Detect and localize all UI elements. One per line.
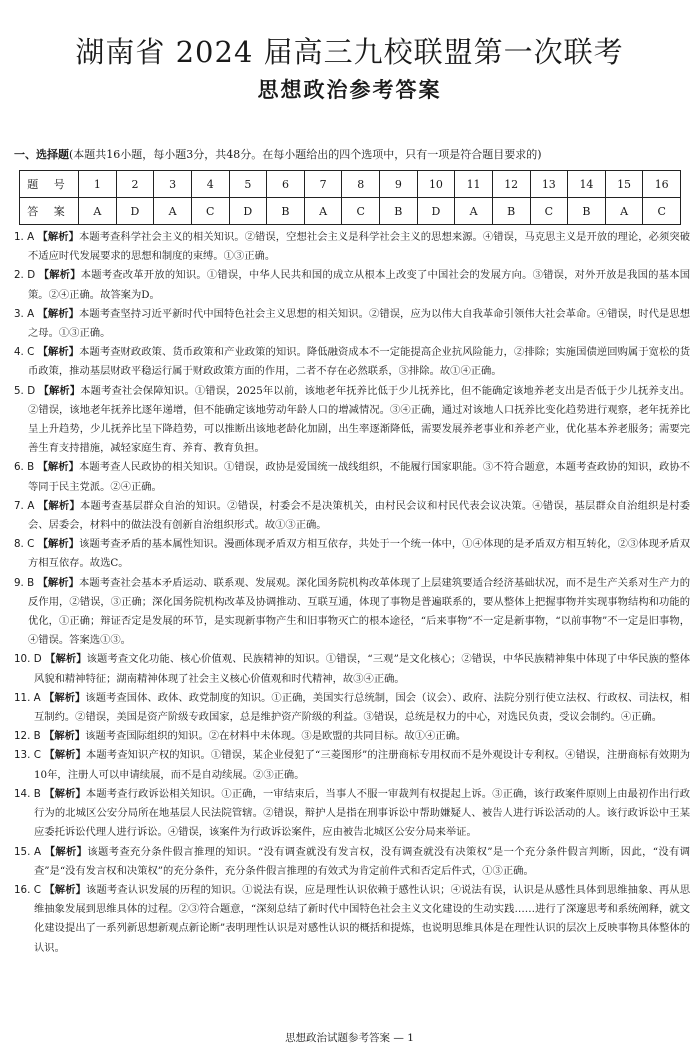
explanation-item <box>14 727 690 746</box>
question-number-cell: 2 <box>116 171 154 198</box>
explanation-tag: 【解析】 <box>37 307 79 320</box>
page-footer: 思想政治试题参考答案 — 1 <box>285 1032 414 1044</box>
explanation-text: 该题考查充分条件假言推理的知识。“没有调查就没有发言权，没有调查就没有决策权”是一个充分条件假言判断，因此，“没有调查”是“没有发言权和决策权”的充分条件，充分条件假言推理的有效式为肯定前件式和否定后件式，①③正确。 <box>34 845 691 877</box>
explanation-text: 该题考查矛盾的基本属性知识。漫画体现矛盾双方相互依存，共处于一个统一体中，①④体现的是矛盾双方相互转化，②③体现矛盾双方相互依存。故选C。 <box>28 538 691 570</box>
explanation-text: 该题考查文化功能、核心价值观、民族精神的知识。①错误，“三观”是文化核心；②错误，中华民族精神集中体现了中华民族的整体风貌和精神特征；湖南精神体现了社会主义核心价值观和时代精神，故③④正确。 <box>34 653 690 685</box>
answer-cell: C <box>643 198 681 225</box>
explanation-tag: 【解析】 <box>45 653 87 666</box>
answer-table-number-row <box>20 171 681 198</box>
explanation-item <box>14 266 690 304</box>
explanation-item <box>14 305 690 343</box>
section-heading-note: (本题共16小题，每小题3分，共48分。在每小题给出的四个选项中，只有一项是符合题目要求的) <box>69 148 542 161</box>
explanation-tag: 【解析】 <box>37 576 80 589</box>
explanation-item <box>14 343 690 381</box>
answer-cell: A <box>154 198 192 225</box>
explanation-number: 10. D <box>14 653 42 666</box>
explanation-tag: 【解析】 <box>44 787 86 800</box>
explanation-number: 8. C <box>14 538 35 551</box>
answer-cell: B <box>267 198 305 225</box>
answer-cell: C <box>530 198 568 225</box>
explanation-tag: 【解析】 <box>44 883 87 896</box>
explanation-text: 本题考查社会基本矛盾运动、联系观、发展观。深化国务院机构改革体现了上层建筑要适合经济基础状况，而不是生产关系对生产力的反作用，②错误，③正确；深化国务院机构改革及协调推动、互联互通，体现了事物是普遍联系的，要从整体上把握事物并实现事物结构和功能的优化，①正确；辩证否定是发展的环节，是实现新事物产生和旧事物灭亡的根本途径，“后来事物”不一定是新事物，“以前事物”不一定是旧事物，④错误。答案选①③。 <box>28 576 691 647</box>
explanation-number: 14. B <box>14 787 41 800</box>
explanation-number: 11. A <box>14 691 41 704</box>
explanation-number: 12. B <box>14 730 41 743</box>
explanation-text: 本题考查科学社会主义的相关知识。②错误，空想社会主义是科学社会主义的思想来源。④错误，马克思主义是开放的理论，必须突破不适应时代发展要求的思想和制度的束缚。①③正确。 <box>28 231 690 263</box>
explanation-item <box>14 843 690 881</box>
question-number-cell: 15 <box>605 171 643 198</box>
explanation-tag: 【解析】 <box>44 730 86 743</box>
question-number-cell: 9 <box>380 171 418 198</box>
explanation-number: 5. D <box>14 384 36 397</box>
question-number-cell: 14 <box>568 171 606 198</box>
question-number-cell: 16 <box>643 171 681 198</box>
explanation-number: 1. A <box>14 231 35 243</box>
answer-cell: A <box>304 198 342 225</box>
explanation-item <box>14 382 690 459</box>
answer-cell: B <box>380 198 418 225</box>
explanation-text: 该题考查国体、政体、政党制度的知识。①正确，美国实行总统制，国会（议会）、政府、法院分别行使立法权、行政权、司法权，相互制约。②错误，美国是资产阶级专政国家，总是维护资产阶级的利益。③错误，总统是权力的中心，对选民负责，受议会制约。④正确。 <box>34 691 690 724</box>
explanation-text: 本题考查人民政协的相关知识。①错误，政协是爱国统一战线组织，不能履行国家职能。③不符合题意，本题考查政协的知识，政协不等同于民主党派。②④正确。 <box>28 461 691 493</box>
question-number-cell: 3 <box>154 171 192 198</box>
section-heading-label: 一、选择题 <box>14 148 69 161</box>
explanation-tag: 【解析】 <box>37 461 80 474</box>
explanation-text: 本题考查基层群众自治的知识。②错误，村委会不是决策机关，由村民会议和村民代表会议决策。④错误，基层群众自治组织是村委会、居委会，材料中的做法没有创新自治组织形式。故①③正确。 <box>28 499 690 532</box>
explanation-item <box>14 574 690 651</box>
question-number-cell: 10 <box>417 171 455 198</box>
explanation-tag: 【解析】 <box>37 231 79 243</box>
explanation-number: 6. B <box>14 461 35 474</box>
explanation-text: 本题考查财政政策、货币政策和产业政策的知识。降低融资成本不一定能提高企业抗风险能力，②排除；实施国债逆回购属于宽松的货币政策，推动基层财政平稳运行属于财政政策方面的作用，二者不存在必然联系，③排除。故①④正确。 <box>28 346 691 378</box>
explanation-tag: 【解析】 <box>38 384 81 397</box>
explanation-item <box>14 746 690 784</box>
explanation-item <box>14 689 690 727</box>
explanation-number: 9. B <box>14 576 35 589</box>
question-number-cell: 12 <box>492 171 530 198</box>
explanation-number: 16. C <box>14 883 41 896</box>
explanation-number: 2. D <box>14 269 36 282</box>
answer-cell: B <box>568 198 606 225</box>
answer-cell: A <box>79 198 117 225</box>
answer-table-answer-row <box>20 198 681 225</box>
explanation-tag: 【解析】 <box>38 269 81 282</box>
explanation-number: 15. A <box>14 845 42 858</box>
explanation-tag: 【解析】 <box>44 691 86 704</box>
question-number-cell: 8 <box>342 171 380 198</box>
explanation-number: 3. A <box>14 307 35 320</box>
question-number-cell: 6 <box>267 171 305 198</box>
answer-cell: B <box>492 198 530 225</box>
row-label-number: 题 号 <box>20 171 79 198</box>
answer-cell: D <box>417 198 455 225</box>
explanation-item <box>14 881 690 958</box>
explanation-tag: 【解析】 <box>37 346 80 359</box>
explanation-item <box>14 458 690 496</box>
explanation-text: 本题考查坚持习近平新时代中国特色社会主义思想的相关知识。②错误，应为以伟大自我革命引领伟大社会革命。④错误，时代是思想之母。①③正确。 <box>28 307 690 340</box>
question-number-cell: 7 <box>304 171 342 198</box>
question-number-cell: 1 <box>79 171 117 198</box>
answer-cell: C <box>191 198 229 225</box>
question-number-cell: 13 <box>530 171 568 198</box>
page-title: 湖南省 2024 届高三九校联盟第一次联考 <box>75 35 624 69</box>
explanation-text: 该题考查认识发展的历程的知识。①说法有误，应是理性认识依赖于感性认识；④说法有误，认识是从感性具体到思维抽象、再从思维抽象发展到思维具体的过程。②③符合题意，“深刻总结了新时代中国特色社会主义文化建设的生动实践……进行了深邃思考和系统阐释，就文化建设提出了一系列新思想新观点新论断”表明理性认识是对感性认识的概括和提炼，也说明思维具体是在理性认识的层次上反映事物具体整体的认识。 <box>34 883 691 954</box>
answer-cell: C <box>342 198 380 225</box>
explanation-number: 7. A <box>14 499 35 512</box>
explanation-text: 本题考查知识产权的知识。①错误，某企业侵犯了“三菱图形”的注册商标专用权而不是外观设计专利权。④错误，注册商标有效期为10年，注册人可以申请续展，而不是自动续展。②③正确。 <box>34 749 690 781</box>
explanation-text: 本题考查社会保障知识。①错误，2025年以前，该地老年抚养比低于少儿抚养比，但不能确定该地养老支出是否低于少儿抚养支出。②错误，该地老年抚养比逐年递增，但不能确定该地劳动年龄人口的增减情况。③④正确，通过对该地人口抚养比变化趋势进行观察，老年抚养比呈上升趋势，少儿抚养比呈下降趋势，可以推断出该地老龄化加剧，出生率逐渐降低，需要发展养老事业和养老产业，优化基本养老服务；需要完善生育支持措施，减轻家庭生育、养育、教育负担。 <box>28 384 691 455</box>
question-number-cell: 11 <box>455 171 493 198</box>
explanation-number: 4. C <box>14 346 35 359</box>
answer-cell: D <box>116 198 154 225</box>
answer-cell: A <box>605 198 643 225</box>
explanation-text: 本题考查改革开放的知识。①错误，中华人民共和国的成立从根本上改变了中国社会的发展方向。③错误，对外开放是我国的基本国策。②④正确。故答案为D。 <box>28 269 690 301</box>
explanation-number: 13. C <box>14 749 41 762</box>
explanation-item <box>14 650 690 688</box>
answer-cell: D <box>229 198 267 225</box>
question-number-cell: 4 <box>191 171 229 198</box>
explanation-item <box>14 535 690 573</box>
explanation-item <box>14 497 690 535</box>
answer-explanations <box>14 228 690 958</box>
row-label-answer: 答 案 <box>20 198 79 225</box>
answer-cell: A <box>455 198 493 225</box>
explanation-tag: 【解析】 <box>37 499 80 512</box>
explanation-tag: 【解析】 <box>37 538 80 551</box>
explanation-text: 该题考查国际组织的知识。②在材料中未体现。③是欧盟的共同目标。故①④正确。 <box>85 730 467 743</box>
section-heading <box>14 147 694 163</box>
page-subtitle: 思想政治参考答案 <box>257 78 442 102</box>
answer-table <box>19 170 681 225</box>
explanation-text: 本题考查行政诉讼相关知识。①正确，一审结束后，当事人不服一审裁判有权提起上诉。③正确，该行政案件原则上由最初作出行政行为的北城区公安分局所在地基层人民法院管辖。②错误，辩护人是指在刑事诉讼中帮助嫌疑人、被告人进行诉讼活动的人。该行政诉讼中王某应委托诉讼代理人进行诉讼。④错误，该案件为行政诉讼案件，应由被告北城区公安分局来举证。 <box>34 787 691 839</box>
explanation-tag: 【解析】 <box>44 845 88 858</box>
explanation-item <box>14 228 690 266</box>
explanation-item <box>14 785 690 843</box>
explanation-tag: 【解析】 <box>44 749 86 762</box>
question-number-cell: 5 <box>229 171 267 198</box>
